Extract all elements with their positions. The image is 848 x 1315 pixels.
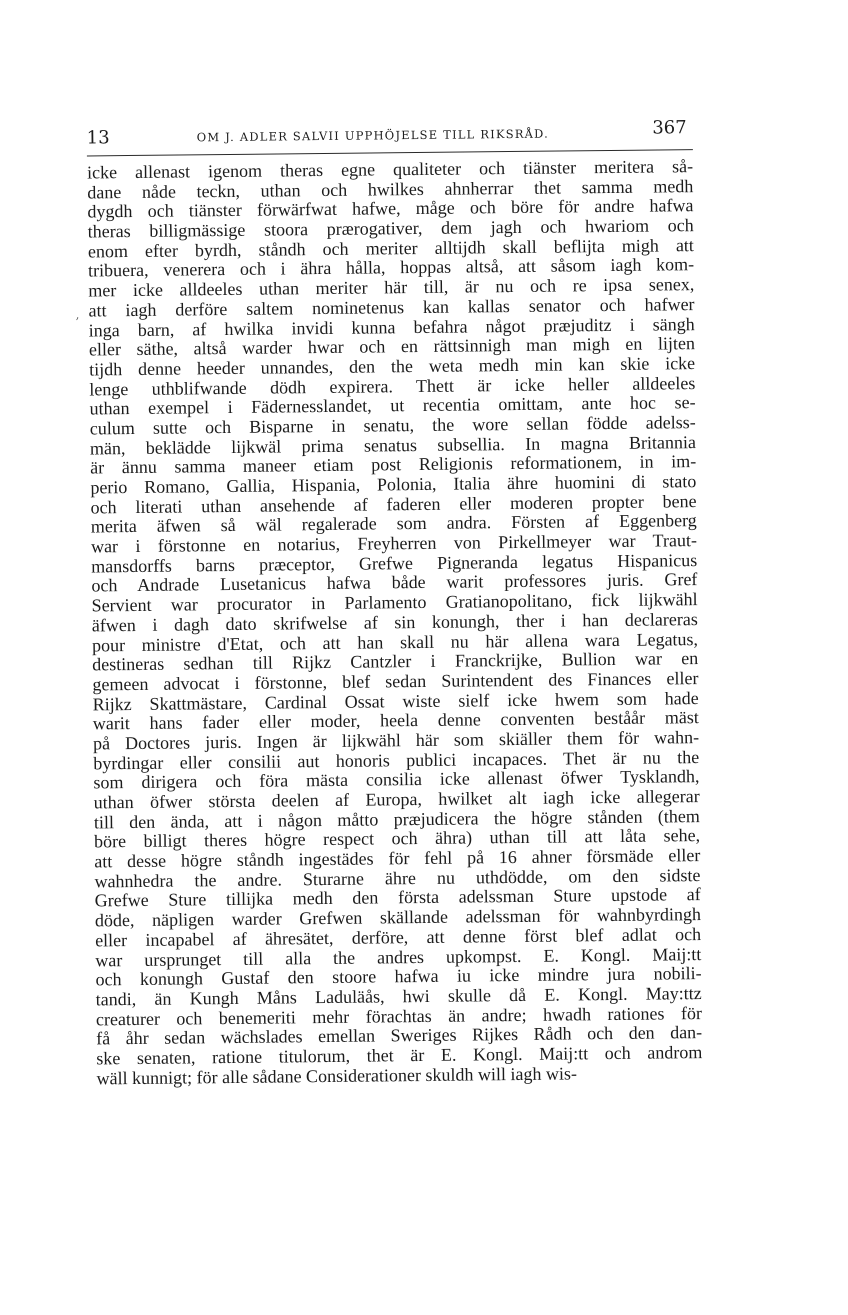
text-line: äfwen i dagh dato skrifwelse af sin konungh, ther i han declareras [91,608,698,636]
text-line: war ursprunget till alla the andres upkompst. E. Kongl. Maij:tt [95,943,702,970]
text-line: theras billigmässige stoora prærogativer, dem jagh och hwariom och [87,215,694,242]
margin-speck: , [75,307,80,322]
signature-mark: 13 [86,127,110,149]
text-line: som dirigera och föra mästa consilia icke allenast öfwer Tysklandh, [93,766,700,793]
text-line: war i förstonne en notarius, Freyherren von Pirkellmeyer war Traut- [90,530,698,557]
text-line: mer icke alldeeles uthan meriter här till, är nu och re ipsa senex, [88,274,695,301]
text-line: creaturer och benemeriti mehr förachtas än andre; hwadh rationes för [95,1002,703,1029]
text-line: warit hans fader eller moder, heela denne conventen beståår mäst [92,707,699,734]
text-line: få åhr sedan wächslades emellan Sweriges Rijkes Rådh och den dan- [96,1022,703,1049]
text-line: uthan exempel i Fädernesslandet, ut recentia omittam, ante hoc se- [89,392,696,419]
text-line: på Doctores juris. Ingen är lijkwähl här som skiäller them för wahn- [92,727,700,754]
text-line: Rijkz Skattmästare, Cardinal Ossat wiste sielf icke hwem som hade [92,687,699,714]
text-line: lenge uthblifwande dödh expirera. Thett är icke heller alldeeles [89,372,696,400]
text-line: tandi, än Kungh Måns Laduläås, hwi skulle då E. Kongl. May:ttz [95,982,702,1010]
text-line: att iagh derföre saltem nominetenus kan kallas senator och hafwer [88,293,695,321]
running-title: OM J. ADLER SALVII UPPHÖJELSE TILL RIKSRÅD. [196,126,550,145]
text-line: eller incapabel af ähresätet, derföre, att denne först blef adlat och [95,923,702,951]
text-line: destineras sedhan till Rijkz Cantzler i Franckrijke, Bullion war en [92,648,699,675]
text-line: gemeen advocat i förstonne, blef sedan Surintendent des Finances eller [92,667,699,695]
text-line: Grefwe Sture tillijka medh den första adelssman Sture upstode af [94,884,701,911]
text-line: och Andrade Lusetanicus hafwa både warit professores juris. Gref [91,569,698,596]
text-line: eller säthe, altså warder hwar och en rättsinnigh man migh en lijten [88,333,696,360]
text-line: ske senaten, ratione titulorum, thet är E. Kongl. Maij:tt och androm [96,1042,703,1069]
text-line: inga barn, af hwilka invidi kunna befahra något præjuditz i sängh [88,313,695,340]
running-header [87,117,693,149]
text-line: dane nåde teckn, uthan och hwilkes ahnherrar thet samma medh [87,175,694,203]
text-line: böre billigt theres högre respect och ähra) uthan till att låta sehe, [93,825,701,852]
text-line: Servient war procurator in Parlamento Gratianopolitano, fick lijkwähl [91,589,698,616]
text-line: döde, näpligen warder Grefwen skällande adelssman för wahnbyrdingh [94,904,701,931]
text-line: tijdh denne heeder unnandes, den the weta medh min kan skie icke [89,352,696,380]
text-line: och literati uthan ansehende af faderen eller moderen propter bene [90,490,697,518]
text-line: och konungh Gustaf den stoore hafwa iu icke mindre jura nobili- [95,963,702,990]
text-line: att desse högre ståndh ingestädes för fehl på 16 ahner försmäde eller [94,845,701,872]
text-line: wäll kunnigt; för alle sådane Considerationer skuldh will iagh wis- [96,1063,578,1089]
body-text [87,157,703,1089]
text-line: dygdh och tiänster förwärfwat hafwe, måge och böre för andre hafwa [87,195,694,222]
text-line: uthan öfwer största deelen af Europa, hwilket alt iagh icke allegerar [93,786,700,813]
page-number: 367 [652,117,687,139]
text-line: perio Romano, Gallia, Hispania, Polonia, Italia ähre huomini di stato [90,471,697,498]
text-line: merita äfwen så wäl regalerade som andra. Försten af Eggenberg [90,510,697,537]
text-line: icke allenast igenom theras egne qualiteter och tiänster meritera så- [86,156,694,183]
text-line: mansdorffs barns præceptor, Grefwe Pigneranda legatus Hispanicus [91,549,698,577]
text-line: byrdingar eller consilii aut honoris publici incapaces. Thet är nu the [93,746,700,774]
text-line: pour ministre d'Etat, och att han skall nu här allena wara Legatus, [91,628,699,655]
text-line: är ännu samma maneer etiam post Religionis reformationem, in im- [90,451,697,478]
text-line: culum sutte och Bisparne in senatu, the wore sellan födde adelss- [89,412,696,439]
text-line: wahnhedra the andre. Sturarne ähre nu uthdödde, om den sidste [94,864,701,892]
text-line: tribuera, venerera och i ähra hålla, hoppas altså, att såsom iagh kom- [88,254,695,281]
header-rule [87,149,693,156]
text-line: till den ända, att i någon måtto præjudicera the högre stånden (them [93,805,700,833]
text-line: män, beklädde lijkwäl prima senatus subsellia. In magna Britannia [89,431,697,459]
text-line: enom efter byrdh, ståndh och meriter alltijdh skall beflijta migh att [87,234,694,262]
